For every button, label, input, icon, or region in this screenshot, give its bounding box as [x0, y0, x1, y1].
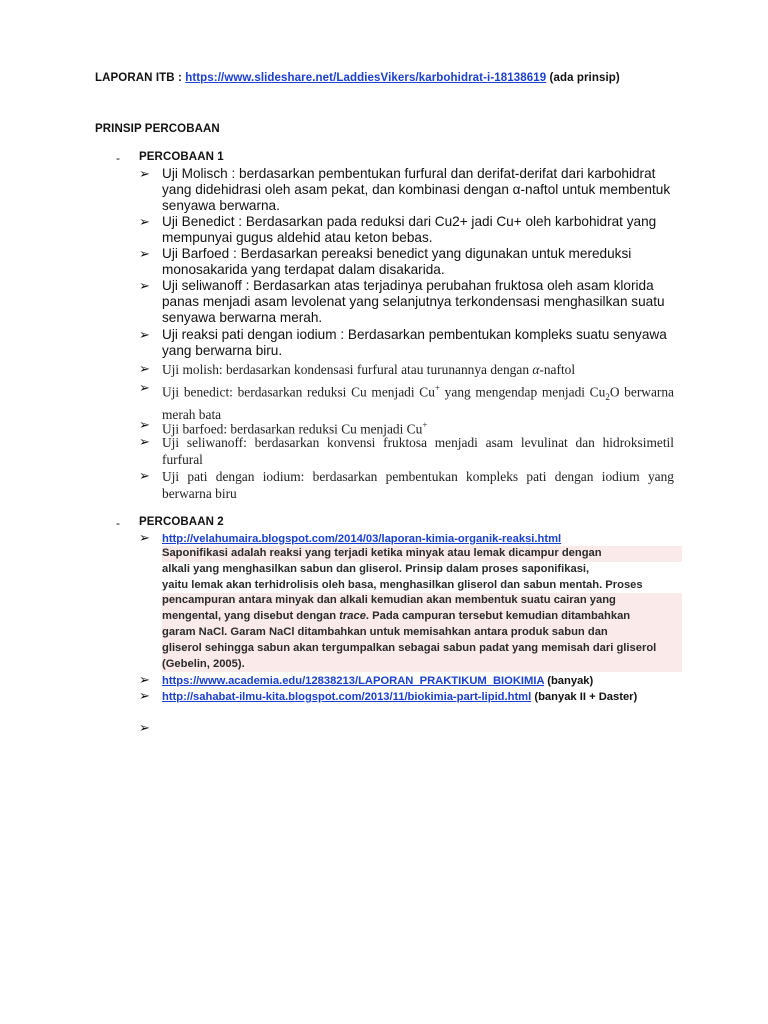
paragraph-line: garam NaCl. Garam NaCl ditambahkan untuk memisahkan antara produk sabun dan — [162, 625, 682, 641]
academia-note: (banyak) — [544, 675, 594, 687]
serif-benedict-text: Uji benedict: berdasarkan reduksi Cu menjadi Cu — [162, 384, 435, 400]
link-item-velahumaira — [162, 531, 682, 547]
arrow-bullet-icon: ➢ — [139, 435, 150, 450]
sahabat-ilmu-link[interactable]: http://sahabat-ilmu-kita.blogspot.com/2013/11/biokimia-part-lipid.html — [162, 691, 532, 703]
subscript-two: 2 — [605, 392, 610, 403]
dash-bullet: - — [116, 516, 120, 530]
paragraph-text: . Pada campuran tersebut kemudian ditambahkan — [365, 610, 631, 623]
arrow-bullet-icon: ➢ — [139, 673, 150, 688]
uji-benedict-item: Uji Benedict : Berdasarkan pada reduksi dari Cu2+ jadi Cu+ oleh karbohidrat yang mempunyai gugus aldehid atau keton bebas. — [162, 214, 657, 245]
alpha-symbol: α — [532, 362, 540, 377]
serif-benedict-mid: yang mengendap menjadi Cu — [439, 384, 606, 400]
sahabat-ilmu-note: (banyak II + Daster) — [531, 691, 638, 703]
percobaan2-title: PERCOBAAN 2 — [139, 516, 224, 528]
paragraph-line: Saponifikasi adalah reaksi yang terjadi ketika minyak atau lemak dicampur dengan — [162, 546, 682, 562]
section-title: PRINSIP PERCOBAAN — [95, 123, 220, 135]
serif-benedict-end: O berwarna merah bata — [162, 384, 674, 423]
header-link[interactable]: https://www.slideshare.net/LaddiesVikers/karbohidrat-i-18138619 — [185, 72, 547, 84]
paragraph-line: gliserol sehingga sabun akan tergumpalkan sebagai sabun padat yang memisah dari gliserol — [162, 641, 682, 657]
uji-barfoed-item: Uji Barfoed : Berdasarkan pereaksi benedict yang digunakan untuk mereduksi monosakarida yang terdapat dalam disakarida. — [162, 246, 632, 277]
velahumaira-link[interactable]: http://velahumaira.blogspot.com/2014/03/laporan-kimia-organik-reaksi.html — [162, 533, 562, 545]
arrow-bullet-icon: ➢ — [139, 469, 150, 484]
header-label: LAPORAN ITB : — [95, 72, 186, 84]
arrow-bullet-icon: ➢ — [139, 689, 150, 704]
uji-molisch-item: Uji Molisch : berdasarkan pembentukan furfural dan derifat-derifat dari karbohidrat yang didehidrasi oleh asam pekat, dan kombinasi dengan α-naftol untuk membentuk senyawa berwarna. — [162, 166, 671, 213]
arrow-bullet-icon: ➢ — [139, 721, 150, 736]
arrow-bullet-icon: ➢ — [139, 167, 150, 182]
percobaan1-title: PERCOBAAN 1 — [139, 151, 224, 163]
academia-link[interactable]: https://www.academia.edu/12838213/LAPORAN_PRAKTIKUM_BIOKIMIA — [162, 675, 545, 687]
arrow-bullet-icon: ➢ — [139, 215, 150, 230]
link-item-sahabat-ilmu — [162, 689, 662, 705]
arrow-bullet-icon: ➢ — [139, 381, 150, 396]
dash-bullet: - — [116, 151, 120, 165]
uji-pati-iodium-item: Uji reaksi pati dengan iodium : Berdasarkan pembentukan kompleks suatu senyawa yang berwarna biru. — [162, 327, 667, 358]
serif-seliwanoff-item: Uji seliwanoff: berdasarkan konvensi fruktosa menjadi asam levulinat dan hidroksimetil furfural — [162, 435, 674, 467]
serif-pati-item: Uji pati dengan iodium: berdasarkan pembentukan kompleks pati dengan iodium yang berwarna biru — [162, 469, 674, 501]
arrow-bullet-icon: ➢ — [139, 531, 150, 546]
serif-molish-text: Uji molish: berdasarkan kondensasi furfural atau turunannya dengan — [162, 362, 533, 377]
superscript-plus: + — [422, 420, 428, 430]
arrow-bullet-icon: ➢ — [139, 328, 150, 343]
link-item-academia — [162, 673, 682, 689]
arrow-bullet-icon: ➢ — [139, 247, 150, 262]
header-suffix: (ada prinsip) — [546, 72, 620, 84]
arrow-bullet-icon: ➢ — [139, 418, 150, 433]
paragraph-line — [162, 609, 682, 625]
paragraph-line: alkali yang menghasilkan sabun dan gliserol. Prinsip dalam proses saponifikasi, — [162, 562, 590, 575]
paragraph-text: mengental, yang disebut dengan — [162, 610, 340, 623]
header-line — [95, 72, 620, 84]
serif-barfoed-text: Uji barfoed: berdasarkan reduksi Cu menjadi Cu — [162, 421, 423, 437]
uji-seliwanoff-item: Uji seliwanoff : Berdasarkan atas terjadinya perubahan fruktosa oleh asam klorida panas menjadi asam levolenat yang selanjutnya terkondensasi menghasilkan suatu senyawa berwarna merah. — [162, 278, 665, 325]
paragraph-line: pencampuran antara minyak dan alkali kemudian akan membentuk suatu cairan yang — [162, 593, 682, 609]
saponifikasi-paragraph — [162, 546, 682, 672]
paragraph-line: (Gebelin, 2005). — [162, 657, 682, 673]
trace-term: trace — [339, 610, 366, 623]
paragraph-line: yaitu lemak akan terhidrolisis oleh basa, menghasilkan gliserol dan sabun mentah. Proses — [162, 578, 643, 591]
arrow-bullet-icon: ➢ — [139, 279, 150, 294]
arrow-bullet-icon: ➢ — [139, 362, 150, 377]
superscript-plus: + — [434, 383, 440, 393]
serif-molish-item — [162, 361, 674, 378]
serif-molish-suffix: -naftol — [539, 362, 576, 377]
